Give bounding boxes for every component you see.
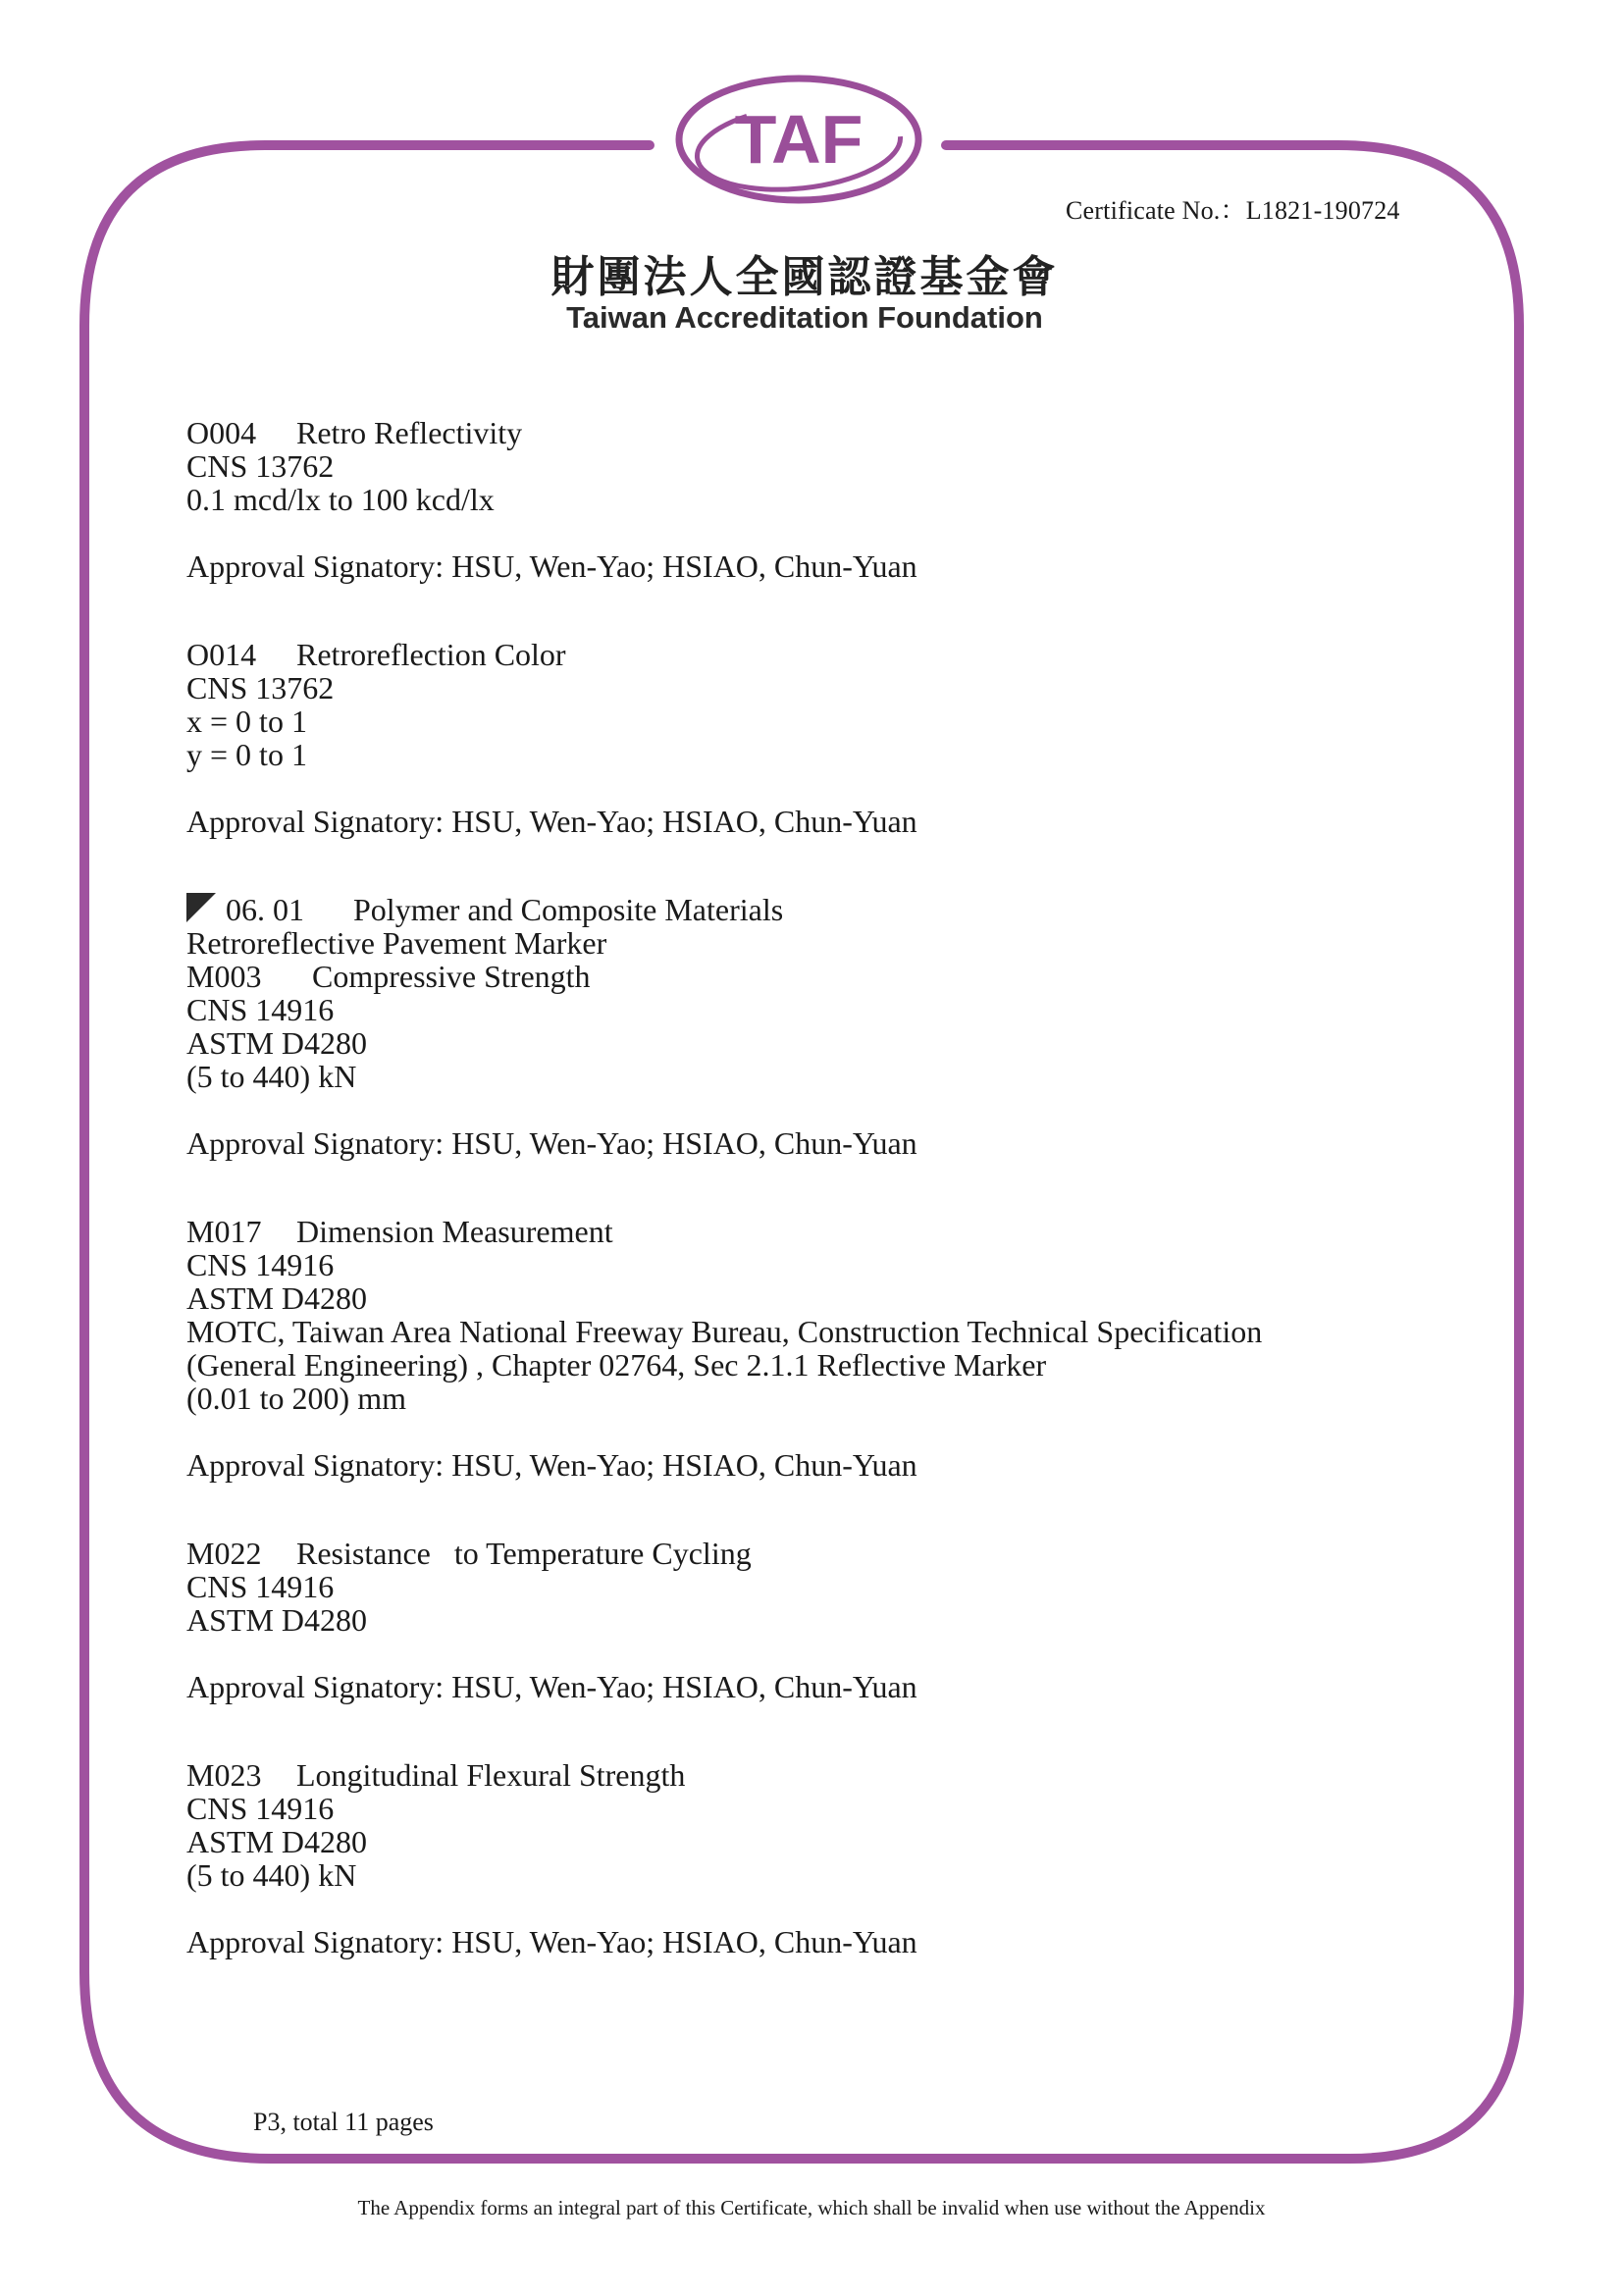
entry-code: M017 [186,1214,262,1249]
section-title: Polymer and Composite Materials [353,892,784,927]
entry-line: ASTM D4280 [186,1602,368,1638]
entry-code: O014 [186,637,257,672]
taf-logo [673,71,924,212]
entry-title: Longitudinal Flexural Strength [296,1757,686,1793]
page-number: P3, total 11 pages [253,2108,434,2136]
entry-code: M023 [186,1757,262,1793]
entry-line: (5 to 440) kN [186,1059,357,1094]
org-name-chinese: 財團法人全國認證基金會 [550,252,1059,302]
entry-title: Retro Reflectivity [296,415,523,450]
section-flag-icon [186,893,216,922]
entry-heading [186,960,1364,993]
entry-code: M003 [186,959,262,994]
entry-code: O004 [186,415,257,450]
entry-line: (5 to 440) kN [186,1857,357,1893]
entry-title: Resistance to Temperature Cycling [296,1536,752,1571]
entry-line: (0.01 to 200) mm [186,1381,406,1416]
entry-line: MOTC, Taiwan Area National Freeway Bureau, Construction Technical Specification [186,1314,1263,1349]
section-subtitle: Retroreflective Pavement Marker [186,925,607,961]
scope-entry-m022 [186,1537,1364,1703]
entry-heading [186,1215,1364,1248]
entry-line: x = 0 to 1 [186,704,307,739]
entry-title: Compressive Strength [312,959,591,994]
entry-title: Dimension Measurement [296,1214,613,1249]
approval-signatory: Approval Signatory: HSU, Wen-Yao; HSIAO, Chun-Yuan [186,804,917,839]
scope-entry-o014 [186,638,1364,838]
entry-line: CNS 14916 [186,1791,335,1826]
scope-entry-m003 [186,893,1364,1160]
entry-line: y = 0 to 1 [186,737,307,772]
approval-signatory: Approval Signatory: HSU, Wen-Yao; HSIAO, Chun-Yuan [186,1447,917,1483]
approval-signatory: Approval Signatory: HSU, Wen-Yao; HSIAO, Chun-Yuan [186,1669,917,1704]
approval-signatory: Approval Signatory: HSU, Wen-Yao; HSIAO, Chun-Yuan [186,548,917,584]
entry-line: (General Engineering) , Chapter 02764, Sec 2.1.1 Reflective Marker [186,1347,1047,1383]
scope-entry-m017 [186,1215,1364,1482]
entry-line: CNS 13762 [186,448,335,484]
entry-line: ASTM D4280 [186,1824,368,1859]
entry-line: CNS 14916 [186,1247,335,1282]
entry-heading [186,416,1364,449]
entry-title: Retroreflection Color [296,637,566,672]
entry-line: CNS 14916 [186,992,335,1027]
section-heading [186,893,1364,926]
scope-entry-o004 [186,416,1364,583]
certificate-number: Certificate No.：L1821-190724 [1066,196,1400,225]
entry-line: ASTM D4280 [186,1280,368,1316]
logo-text: TAF [734,101,864,178]
entry-line: 0.1 mcd/lx to 100 kcd/lx [186,482,495,517]
entry-heading [186,638,1364,671]
entry-heading [186,1758,1364,1792]
entry-code: M022 [186,1536,262,1571]
entry-line: CNS 13762 [186,670,335,705]
entry-heading [186,1537,1364,1570]
scope-entry-m023 [186,1758,1364,1958]
org-name-english: Taiwan Accreditation Foundation [566,300,1043,335]
approval-signatory: Approval Signatory: HSU, Wen-Yao; HSIAO, Chun-Yuan [186,1924,917,1959]
approval-signatory: Approval Signatory: HSU, Wen-Yao; HSIAO, Chun-Yuan [186,1125,917,1161]
entry-line: CNS 14916 [186,1569,335,1604]
scope-list [186,416,1364,2013]
section-code: 06. 01 [226,892,304,927]
appendix-note: The Appendix forms an integral part of this Certificate, which shall be invalid when use without the Appendix [357,2196,1266,2219]
entry-line: ASTM D4280 [186,1025,368,1061]
